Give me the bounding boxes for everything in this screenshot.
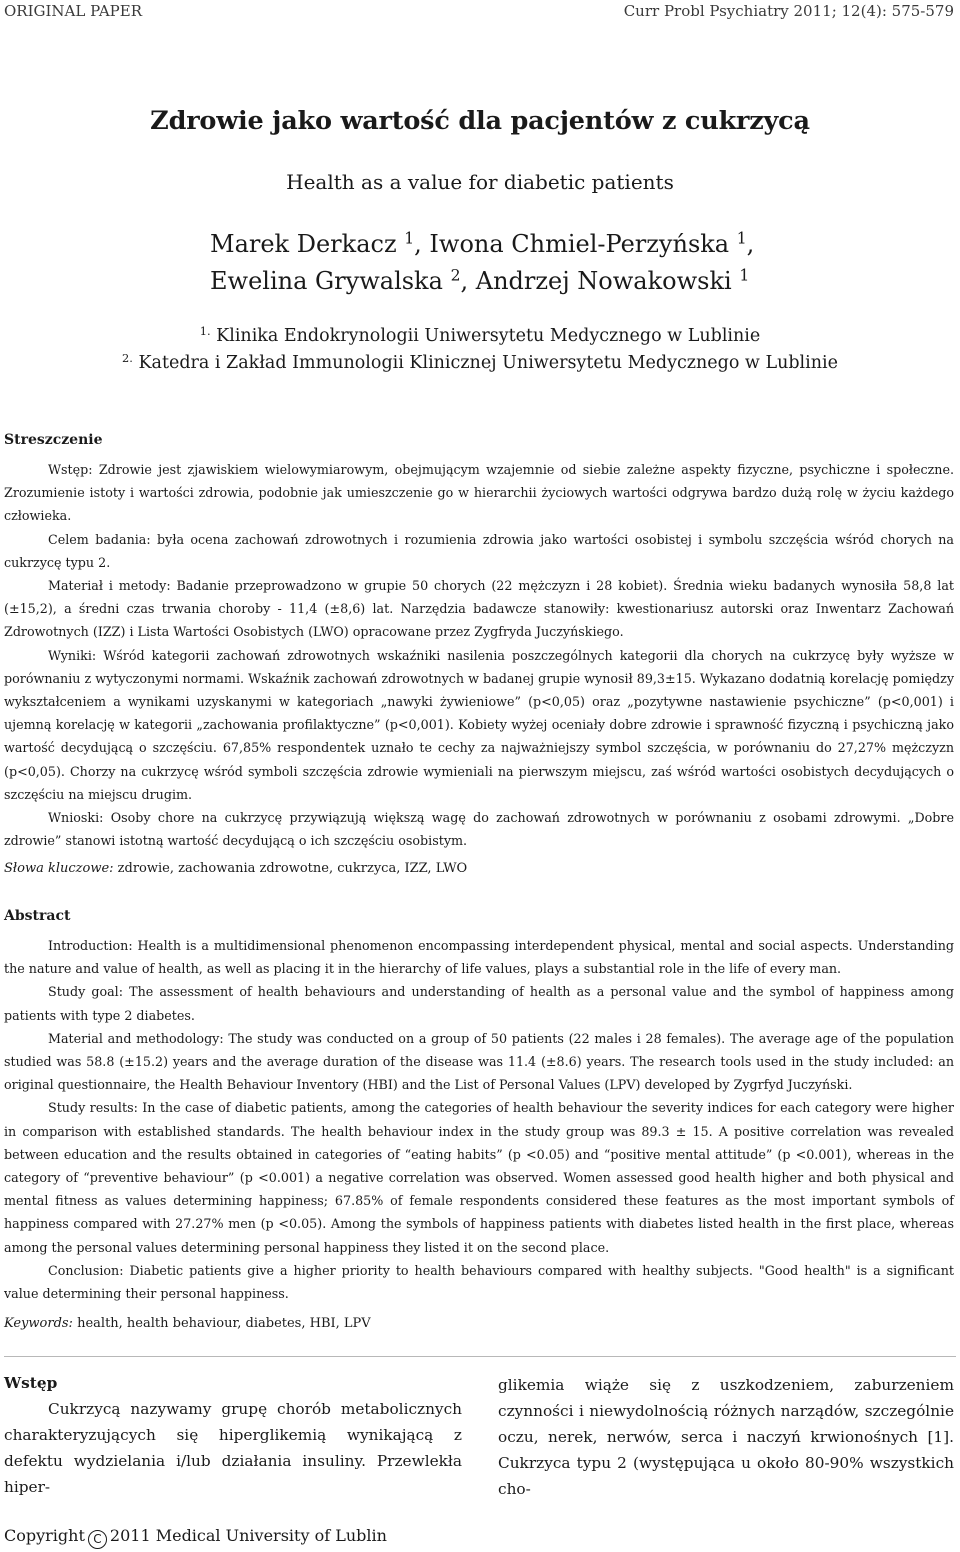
author-affiliation-sup: 2	[450, 266, 461, 285]
streszczenie-paragraph: Wstęp: Zdrowie jest zjawiskiem wielowymiarowym, obejmującym wzajemnie od siebie zależne aspekty fizyczne, psychiczne i społeczne. Zrozumienie istoty i wartości zdrowia, podobnie jak umieszczenie go w hierarchii życiowych wartości odgrywa bardzo dużą rolę w życiu każdego człowieka.	[4, 462, 954, 524]
affiliation-number: 1.	[199, 323, 211, 338]
author-affiliation-sup: 1	[736, 229, 747, 248]
author-name: Iwona Chmiel-Perzyńska	[429, 230, 730, 258]
abstract-paragraph: Introduction: Health is a multidimensional phenomenon encompassing interdependent physical, mental and social aspects. Understanding the nature and value of health, as well as placing it in the hierarchy of life values, plays a substantial role in the life of every man.	[4, 938, 954, 977]
article-subtitle: Health as a value for diabetic patients	[286, 170, 674, 194]
intro-heading: Wstęp	[4, 1374, 58, 1392]
abstract-paragraph: Conclusion: Diabetic patients give a higher priority to health behaviours compared with healthy subjects. "Good health" is a significant value determining their personal happiness.	[4, 1262, 954, 1302]
affiliation-text: Klinika Endokrynologii Uniwersytetu Medycznego w Lublinie	[216, 326, 761, 346]
abstract-paragraph: Study results: In the case of diabetic patients, among the categories of health behaviour the severity indices for each category were higher in comparison with established standards. The health behaviour index in the study group was 89.3 ± 15. A positive correlation was revealed between education and the results obtained in categories of “eating habits” (p <0.05) and “positive mental attitude” (p <0.001), whereas in the category of “preventive behaviour” (p <0.001) a negative correlation was observed. Women assessed good health higher and both physical and mental fitness as values determining happiness; 67.85% of female respondents considered these features as the most important symbols of happiness compared with 27.27% men (p <0.05). Among the symbols of happiness patients with diabetes listed health in the first place, whereas among the personal values determining personal happiness they listed it on the second place.	[4, 1100, 954, 1255]
journal-section-label: ORIGINAL PAPER	[4, 2, 142, 20]
intro-paragraph: Cukrzycą nazywamy grupę chorób metabolicznych charakteryzujących się hiperglikemią wynikającą z defektu wydzielania i/lub działania insuliny. Przewlekła hiper-	[4, 1400, 462, 1496]
keywords-label: Keywords:	[4, 1316, 73, 1331]
abstract-paragraph: Study goal: The assessment of health behaviours and understanding of health as a personal value and the symbol of happiness among patients with type 2 diabetes.	[4, 984, 954, 1023]
affiliation-number: 2.	[122, 350, 133, 365]
author-affiliation-sup: 1	[739, 266, 750, 285]
abstract-paragraph: Material and methodology: The study was conducted on a group of 50 patients (22 males i 28 females). The average age of the population studied was 58.8 (±15.2) years and the average duration of the disease was 11.4 (±8.6) years. The research tools used in the study included: an original questionnaire, the Health Behaviour Inventory (HBI) and the List of Personal Values (LPV) developed by Zygrfyd Juczyński.	[4, 1030, 954, 1093]
intro-column-left	[4, 1370, 462, 1500]
streszczenie-paragraph: Wnioski: Osoby chore na cukrzycę przywiązują większą wagę do zachowań zdrowotnych w porównaniu z osobami zdrowymi. „Dobre zdrowie” stanowi istotną wartość decydującą o ich szczęściu osobistym.	[4, 810, 954, 849]
affiliation-text: Katedra i Zakład Immunologii Klinicznej Uniwersytetu Medycznego w Lublinie	[138, 353, 838, 373]
streszczenie-paragraph: Celem badania: była ocena zachowań zdrowotnych i rozumienia zdrowia jako wartości osobistej i symbolu szczęścia wśród chorych na cukrzycę typu 2.	[4, 531, 954, 570]
affiliation-1	[0, 323, 960, 346]
keywords-label: Słowa kluczowe:	[4, 861, 114, 876]
streszczenie-paragraph: Materiał i metody: Badanie przeprowadzono w grupie 50 chorych (22 mężczyzn i 28 kobiet). Średnia wieku badanych wynosiła 58,8 lat (±15,2), a średni czas trwania choroby - 11,4 (±8,6) lat. Narzędzia badawcze stanowiły: kwestionariusz autorski oraz Inwentarz Zachowań Zdrowotnych (IZZ) i Lista Wartości Osobistych (LWO) opracowane przez Zygfryda Juczyńskiego.	[4, 578, 954, 640]
copyright-text: 2011 Medical University of Lublin	[109, 1526, 387, 1545]
affiliation-2	[0, 350, 960, 373]
copyright-icon: C	[88, 1530, 107, 1549]
article-title: Zdrowie jako wartość dla pacjentów z cukrzycą	[150, 106, 810, 136]
section-divider	[4, 1356, 956, 1357]
journal-citation: Curr Probl Psychiatry 2011; 12(4): 575-579	[623, 2, 954, 20]
author-line-1: Marek Derkacz $^1$, Iwona Chmiel-Perzyńska $^1$,	[210, 229, 755, 258]
intro-column-right	[498, 1372, 954, 1502]
abstract-heading: Abstract	[4, 908, 71, 924]
keywords-values: zdrowie, zachowania zdrowotne, cukrzyca, IZZ, LWO	[117, 861, 468, 876]
keywords-en	[4, 1316, 371, 1331]
copyright-footer	[4, 1526, 387, 1549]
author-name: Marek Derkacz	[210, 230, 397, 258]
streszczenie-body	[4, 458, 954, 852]
streszczenie-paragraph: Wyniki: Wśród kategorii zachowań zdrowotnych wskaźniki nasilenia poszczególnych kategorii dla chorych na cukrzycę były wyższe w porównaniu z wytyczonymi normami. Wskaźnik zachowań zdrowotnych w badanej grupie wynosił 89,3±15. Wykazano dodatnią korelację pomiędzy wykształceniem a wynikami uzyskanymi w kategoriach „nawyki żywieniowe” (p<0,05) oraz „pozytywne nastawienie psychiczne” (p<0,001) i ujemną korelację w kategorii „zachowania profilaktyczne” (p<0,001). Kobiety wyżej oceniały dobre zdrowie i sprawność fizyczną i psychiczną jako wartość decydującą o szczęściu. 67,85% respondentek uznało te cechy za najważniejszy symbol szczęścia, w porównaniu do 27,27% mężczyzn (p<0,05). Chorzy na cukrzycę wśród symboli szczęścia zdrowie wymieniali na pierwszym miejscu, zaś wśród wartości osobistych decydujących o szczęściu na miejscu drugim.	[4, 647, 954, 802]
author-affiliation-sup: 1	[404, 229, 415, 248]
intro-paragraph-continued: glikemia wiąże się z uszkodzeniem, zaburzeniem czynności i niewydolnością różnych narządów, szczególnie oczu, nerek, nerwów, serca i naczyń krwionośnych [1]. Cukrzyca typu 2 (występująca u około 80-90% wszystkich cho-	[498, 1376, 954, 1498]
abstract-body	[4, 934, 954, 1305]
keywords-values: health, health behaviour, diabetes, HBI, LPV	[77, 1316, 371, 1331]
streszczenie-heading: Streszczenie	[4, 432, 103, 448]
author-name: Ewelina Grywalska	[210, 267, 443, 295]
author-list	[210, 226, 754, 300]
keywords-pl	[4, 861, 467, 876]
author-name: Andrzej Nowakowski	[475, 267, 732, 295]
copyright-label: Copyright	[4, 1526, 85, 1545]
author-line-2: Ewelina Grywalska $^2$, Andrzej Nowakowski $^1$	[210, 266, 750, 295]
